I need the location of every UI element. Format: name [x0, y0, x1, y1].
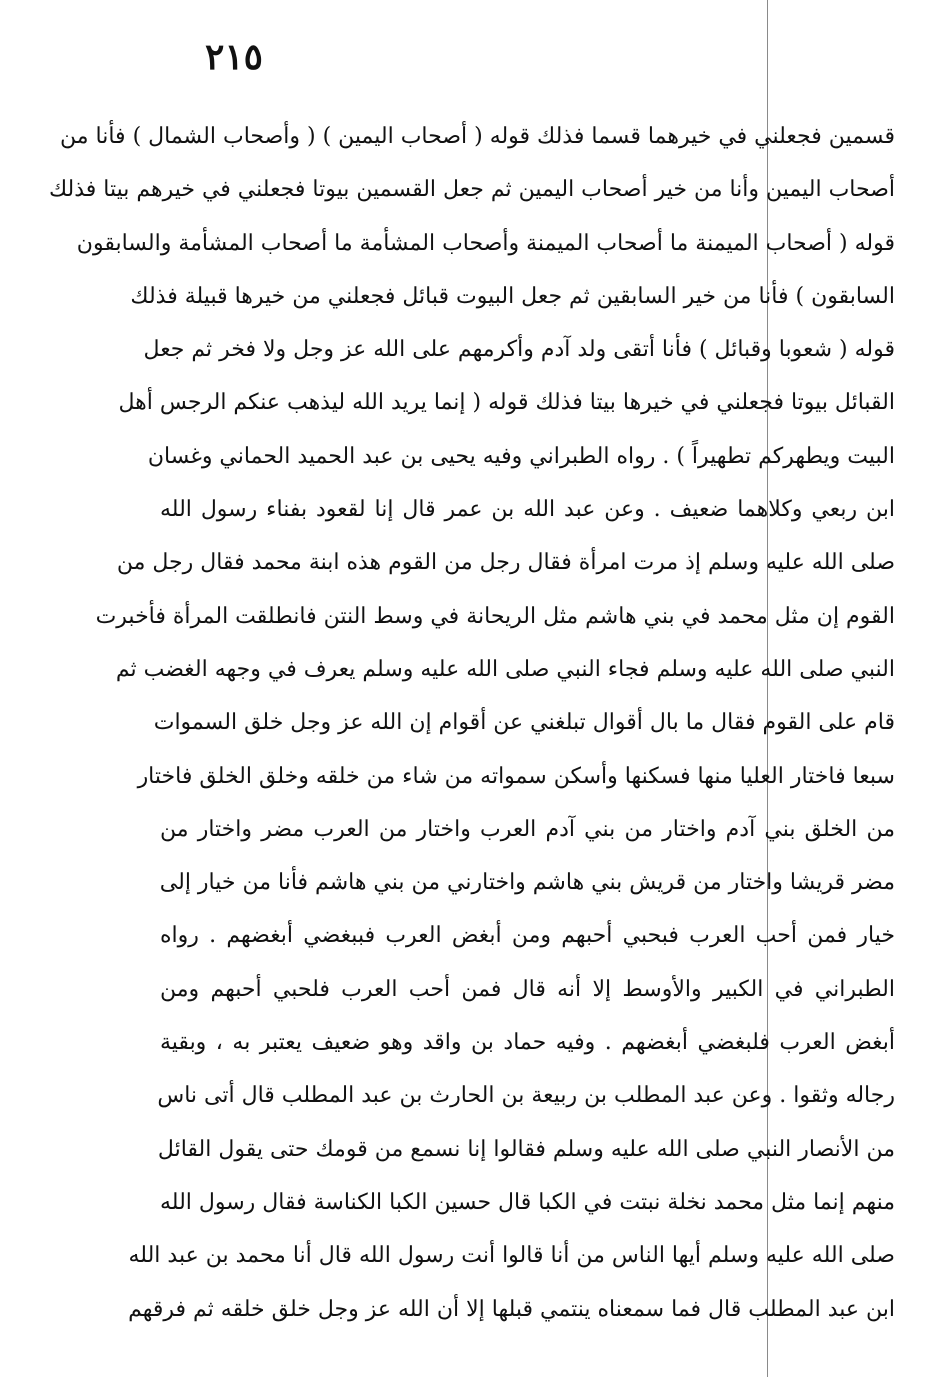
- text-line-4: السابقون ) فأنا من خير السابقين ثم جعل البيوت قبائل فجعلني من خيرها قبيلة فذلك: [130, 283, 895, 309]
- text-line-23: ابن عبد المطلب قال فما سمعناه ينتمي قبلها إلا أن الله عز وجل خلق خلقه ثم فرقهم: [128, 1296, 895, 1322]
- text-line-13: سبعا فاختار العليا منها فسكنها وأسكن سمواته من شاء من خلقه وخلق الخلق فاختار: [137, 763, 895, 789]
- text-line-1: قسمين فجعلني في خيرهما قسما فذلك قوله ( أصحاب اليمين ) ( وأصحاب الشمال ) فأنا من: [60, 124, 895, 149]
- text-line-14: من الخلق بني آدم واختار من بني آدم العرب واختار من العرب مضر واختار من: [160, 816, 895, 842]
- text-line-18: أبغض العرب فلبغضي أبغضهم . وفيه حماد بن واقد وهو ضعيف يعتبر به ، وبقية: [160, 1030, 895, 1056]
- text-line-19: رجاله وثقوا . وعن عبد المطلب بن ربيعة بن الحارث بن عبد المطلب قال أتى ناس: [157, 1083, 895, 1109]
- text-line-17: الطبراني في الكبير والأوسط إلا أنه قال فمن أحب العرب فلحبي أحبهم ومن: [160, 976, 895, 1002]
- text-line-6: القبائل بيوتا فجعلني في خيرها بيتا فذلك قوله ( إنما يريد الله ليذهب عنكم الرجس أهل: [118, 390, 895, 416]
- text-line-9: صلى الله عليه وسلم إذ مرت امرأة فقال رجل من القوم هذه ابنة محمد فقال رجل من: [116, 550, 895, 576]
- text-line-5: قوله ( شعوبا وقبائل ) فأنا أتقى ولد آدم وأكرمهم على الله عز وجل ولا فخر ثم جعل: [143, 337, 895, 363]
- text-line-10: القوم إن مثل محمد في بني هاشم مثل الريحانة في وسط النتن فانطلقت المرأة فأخبرت: [95, 603, 895, 629]
- text-line-15: مضر قريشا واختار من قريش بني هاشم واختارني من بني هاشم فأنا من خيار إلى: [159, 870, 895, 896]
- text-line-12: قام على القوم فقال ما بال أقوال تبلغني عن أقوام إن الله عز وجل خلق السموات: [153, 710, 895, 736]
- text-line-7: البيت ويطهركم تطهيراً ) . رواه الطبراني وفيه يحيى بن عبد الحميد الحماني وغسان: [147, 443, 895, 469]
- body-text: [48, 110, 895, 1336]
- text-line-22: صلى الله عليه وسلم أيها الناس من أنا قالوا أنت رسول الله قال أنا محمد بن عبد الله: [128, 1243, 895, 1269]
- page-number: ٢١٥: [205, 36, 264, 78]
- text-line-2: أصحاب اليمين وأنا من خير أصحاب اليمين ثم جعل القسمين بيوتا فجعلني في خيرهم بيتا فذلك: [48, 177, 895, 203]
- text-line-21: منهم إنما مثل محمد نخلة نبتت في الكبا قال حسين الكبا الكناسة فقال رسول الله: [160, 1189, 895, 1215]
- text-line-8: ابن ربعي وكلاهما ضعيف . وعن عبد الله بن عمر قال إنا لقعود بفناء رسول الله: [160, 497, 895, 523]
- text-line-3: قوله ( أصحاب الميمنة ما أصحاب الميمنة وأصحاب المشأمة ما أصحاب المشأمة والسابقون: [76, 230, 895, 256]
- text-line-16: خيار فمن أحب العرب فبحبي أحبهم ومن أبغض العرب فببغضي أبغضهم . رواه: [160, 923, 895, 949]
- text-line-20: من الأنصار النبي صلى الله عليه وسلم فقالوا إنا نسمع من قومك حتى يقول القائل: [157, 1136, 895, 1162]
- text-line-11: النبي صلى الله عليه وسلم فجاء النبي صلى الله عليه وسلم يعرف في وجهه الغضب ثم: [115, 656, 895, 682]
